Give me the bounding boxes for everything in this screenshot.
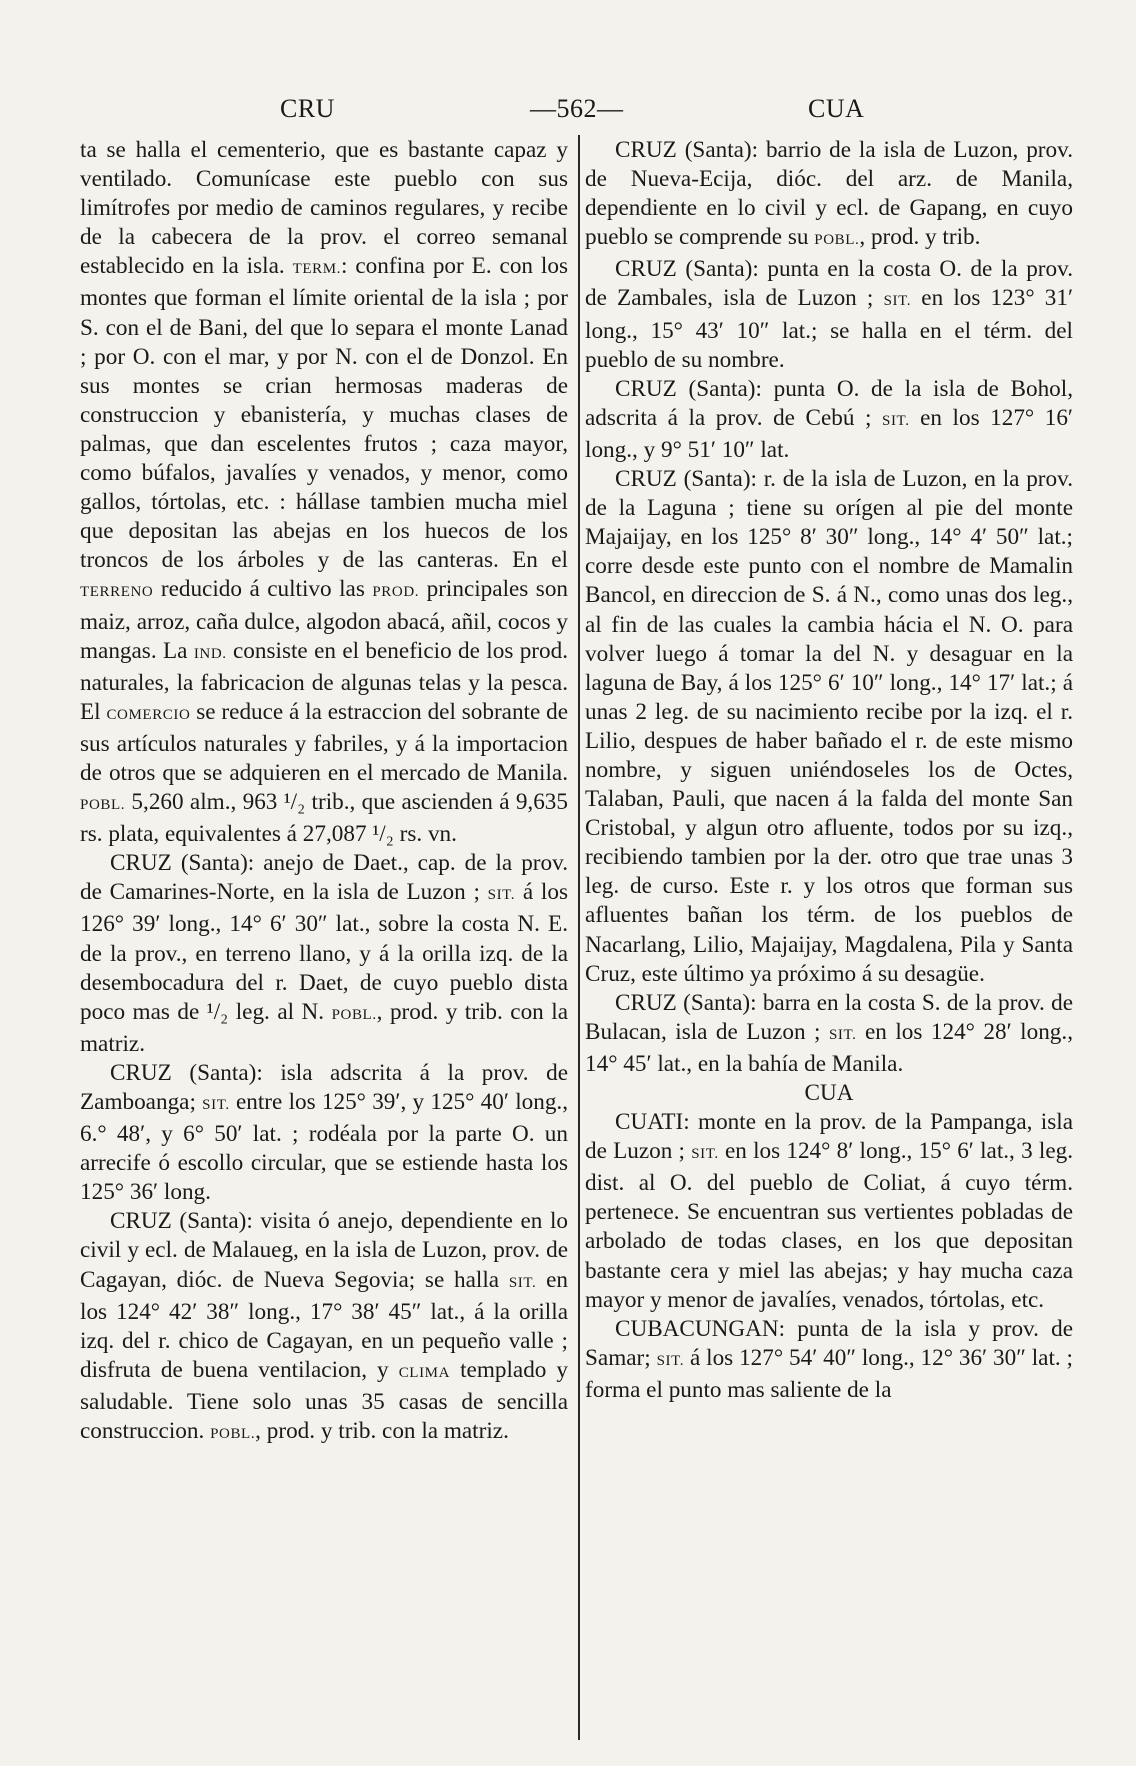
entry-cruz-nueva-ecija: CRUZ (Santa): barrio de la isla de Luzon, prov. de Nueva-Ecija, dióc. del arz. de Manila, dependiente en lo civil y ecl. de Gapang, en cuyo pueblo se comprende su POBL., prod. y trib. bbox=[585, 137, 1073, 251]
right-column bbox=[585, 136, 1073, 1405]
abbr-sit: SIT. bbox=[691, 1146, 719, 1163]
header-right-catchword: CUA bbox=[808, 94, 865, 123]
abbr-sit: SIT. bbox=[508, 1274, 537, 1291]
abbr-pobl: POBL. bbox=[814, 232, 860, 249]
entry-cruz-laguna: CRUZ (Santa): r. de la isla de Luzon, en la prov. de la Laguna ; tiene su orígen al pie del monte Majaijay, en los 125° 8′ 30″ long., 14° 4′ 50″ lat.; corre desde este punto con el nombre de Mamalin Bancol, en direccion de S. á N., como unas dos leg., al fin de las cuales la cambia hácia el N. O. para volver luego á tomar la del N. y desaguar en la laguna de Bay, á los 125° 6′ 10″ long., 14° 17′ lat.; á unas 2 leg. de su nacimiento recibe por la izq. el r. Lilio, despues de haber bañado el r. de este mismo nombre, y siguen uniéndoseles los de Octes, Talaban, Pauli, que nacen á la falda del monte San Cristobal, y algun otro afluente, todos por su izq., recibiendo tambien por la der. otro que trae unas 3 leg. de curso. Este r. y los otros que forman sus afluentes bañan los térm. de los pueblos de Nacarlang, Lilio, Majaijay, Magdalena, Pila y Santa Cruz, este último ya próximo á su desagüe. bbox=[585, 466, 1073, 987]
entry-cubacungan: CUBACUNGAN: punta de la isla y prov. de Samar; SIT. á los 127° 54′ 40″ long., 12° 36′ 30″ lat. ; forma el punto mas saliente de la bbox=[585, 1315, 1074, 1403]
column-divider bbox=[578, 135, 580, 1740]
section-heading-cua: CUA bbox=[804, 1080, 854, 1106]
entry-cruz-bohol: CRUZ (Santa): punta O. de la isla de Bohol, adscrita á la prov. de Cebú ; SIT. en los 127° 16′ long., y 9° 51′ 10″ lat. bbox=[585, 375, 1074, 463]
abbr-ind: IND. bbox=[193, 645, 227, 662]
abbr-clima: CLIMA bbox=[398, 1364, 451, 1381]
abbr-pobl: POBL. bbox=[80, 797, 126, 814]
page-header bbox=[60, 94, 1075, 134]
left-column bbox=[80, 136, 568, 1449]
abbr-prod: PROD. bbox=[372, 584, 420, 601]
abbr-sit: SIT. bbox=[828, 1026, 857, 1043]
abbr-sit: SIT. bbox=[882, 412, 910, 429]
entry-cuati: CUATI: monte en la prov. de la Pampanga, isla de Luzon ; SIT. en los 124° 8′ long., 15° 6′ lat., 3 leg. dist. al O. del pueblo de Coliat, á cuyo térm. pertenece. Se encuentran sus vertientes pobladas de arbolado de todas clases, en los que depositan bastante cera y miel las abejas; y hay mucha caza mayor y menor de javalíes, venados, tórtolas, etc. bbox=[585, 1109, 1073, 1313]
entry-cruz-cagayan: CRUZ (Santa): visita ó anejo, dependiente en lo civil y ecl. de Malaueg, en la isla de Luzon, prov. de Cagayan, dióc. de Nueva Segovia; se halla SIT. en los 124° 42′ 38″ long., 17° 38′ 45″ lat., á la orilla izq. del r. chico de Cagayan, en un pequeño valle ; disfruta de buena ventilacion, y CLIMA templado y saludable. Tiene solo unas 35 casas de sencilla construccion. POBL., prod. y trib. con la matriz. bbox=[80, 1208, 569, 1445]
abbr-sit: SIT. bbox=[487, 887, 516, 904]
entry-cruz-bulacan: CRUZ (Santa): barra en la costa S. de la prov. de Bulacan, isla de Luzon ; SIT. en los 124° 28′ long., 14° 45′ lat., en la bahía de Manila. bbox=[585, 989, 1073, 1077]
entry-cruz-zambales: CRUZ (Santa): punta en la costa O. de la prov. de Zambales, isla de Luzon ; SIT. en los 123° 31′ long., 15° 43′ 10″ lat.; se halla en el térm. del pueblo de su nombre. bbox=[585, 256, 1074, 373]
entry-cruz-zamboanga: CRUZ (Santa): isla adscrita á la prov. de Zamboanga; SIT. entre los 125° 39′, y 125° 40′ long., 6.° 48′, y 6° 50′ lat. ; rodéala por la parte O. un arrecife ó escollo circular, que se estiende hasta los 125° 36′ long. bbox=[80, 1059, 569, 1206]
header-left-catchword: CRU bbox=[280, 94, 335, 123]
page-number: —562— bbox=[530, 94, 624, 123]
abbr-sit: SIT. bbox=[656, 1352, 685, 1369]
abbr-term: TERM. bbox=[292, 261, 342, 278]
abbr-sit: SIT. bbox=[202, 1097, 230, 1113]
entry-cruz-camarines: CRUZ (Santa): anejo de Daet., cap. de la prov. de Camarines-Norte, en la isla de Luzon ; SIT. á los 126° 39′ long., 14° 6′ 30″ lat., sobre la costa N. E. de la prov., en terreno llano, y á la orilla izq. de la desembocadura del r. Daet, de cuyo pueblo dista poco mas de ¹/₂ leg. al N. POBL., prod. y trib. con la matriz. bbox=[80, 850, 568, 1057]
abbr-pobl: POBL. bbox=[331, 1006, 377, 1023]
abbr-sit: SIT. bbox=[883, 293, 912, 310]
abbr-comercio: COMERCIO bbox=[106, 706, 191, 723]
abbr-pobl: POBL. bbox=[210, 1426, 256, 1443]
abbr-terreno: TERRENO bbox=[80, 584, 154, 601]
entry-continuation: ta se halla el cementerio, que es bastante capaz y ventilado. Comunícase este pueblo con sus limítrofes por medio de caminos regulares, y recibe de la cabecera de la prov. el correo semanal establecido en la isla. TERM.: confina por E. con los montes que forman el límite oriental de la isla ; por S. con el de Bani, del que lo separa el monte Lanad ; por O. con el mar, y por N. con el de Donzol. En sus montes se crian hermosas maderas de construccion y ebanistería, y muchas clases de palmas, que dan escelentes frutos ; caza mayor, como búfalos, javalíes y venados, y menor, como gallos, tórtolas, etc. : hállase tambien mucha miel que depositan las abejas en los huecos de los troncos de los árboles y de las canteras. En el TERRENO reducido á cultivo las PROD. principales son maiz, arroz, caña dulce, algodon abacá, añil, cocos y mangas. La IND. consiste en el beneficio de los prod. naturales, la fabricacion de algunas telas y la pesca. El COMERCIO se reduce á la estraccion del sobrante de sus artículos naturales y fabriles, y á la importacion de otros que se adquieren en el mercado de Manila. POBL. 5,260 alm., 963 ¹/₂ trib., que ascienden á 9,635 rs. plata, equivalentes á 27,087 ¹/₂ rs. vn. bbox=[80, 137, 569, 848]
